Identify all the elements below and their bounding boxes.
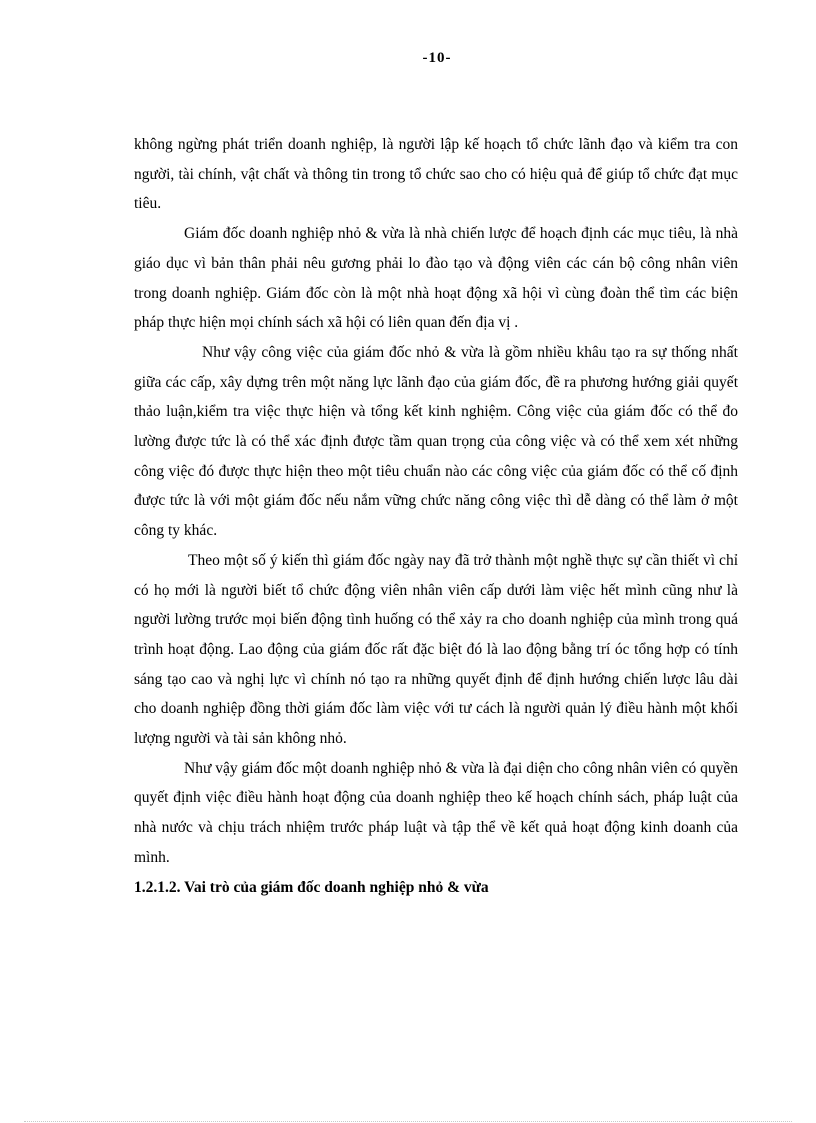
paragraph-director-roles: Giám đốc doanh nghiệp nhỏ & vừa là nhà chiến lược để hoạch định các mục tiêu, là nhà giáo dục vì bản thân phải nêu gương phải lo đào tạo và động viên các cán bộ công nhân viên trong doanh nghiệp. Giám đốc còn là một nhà hoạt động xã hội vì cùng đoàn thể tìm các biện pháp thực hiện mọi chính sách xã hội có liên quan đến địa vị . (134, 225, 738, 332)
section-heading: 1.2.1.2. Vai trò của giám đốc doanh nghiệp nhỏ & vừa (134, 878, 489, 896)
page-number: -10- (422, 50, 452, 66)
document-body (134, 130, 738, 902)
paragraph-director-representative: Như vậy giám đốc một doanh nghiệp nhỏ & vừa là đại diện cho công nhân viên có quyền quyết định việc điều hành hoạt động của doanh nghiệp theo kế hoạch chính sách, pháp luật của nhà nước và chịu trách nhiệm trước pháp luật và tập thể về kết quả hoạt động kinh doanh của mình. (134, 759, 739, 866)
paragraph-continuation: không ngừng phát triển doanh nghiệp, là người lập kế hoạch tổ chức lãnh đạo và kiểm tra con người, tài chính, vật chất và thông tin trong tổ chức sao cho có hiệu quả để giúp tổ chức đạt mục tiêu. (134, 136, 738, 213)
footer-divider (24, 1121, 792, 1122)
paragraph-director-work: Như vậy công việc của giám đốc nhỏ & vừa là gồm nhiều khâu tạo ra sự thống nhất giữa các cấp, xây dựng trên một năng lực lãnh đạo của giám đốc, đề ra phương hướng giải quyết thảo luận,kiểm tra việc thực hiện và tổng kết kinh nghiệm. Công việc của giám đốc có thể đo lường được tức là có thể xác định được tầm quan trọng của công việc và có thể xem xét những công việc đó được thực hiện theo một tiêu chuẩn nào các công việc của giám đốc có thể cố định được tức là với một giám đốc nếu nắm vững chức năng công việc thì dễ dàng có thể làm ở một công ty khác. (134, 343, 738, 540)
paragraph-director-profession: Theo một số ý kiến thì giám đốc ngày nay đã trở thành một nghề thực sự cần thiết vì chỉ có họ mới là người biết tổ chức động viên nhân viên cấp dưới làm việc hết mình cũng như là người lường trước mọi biến động tình huống có thể xảy ra cho doanh nghiệp của mình trong quá trình hoạt động. Lao động của giám đốc rất đặc biệt đó là lao động bằng trí óc tổng hợp có tính sáng tạo cao và nghị lực vì chính nó tạo ra những quyết định để định hướng chiến lược lâu dài cho doanh nghiệp đồng thời giám đốc làm việc với tư cách là người quản lý điều hành một khối lượng người và tài sản không nhỏ. (134, 551, 738, 748)
